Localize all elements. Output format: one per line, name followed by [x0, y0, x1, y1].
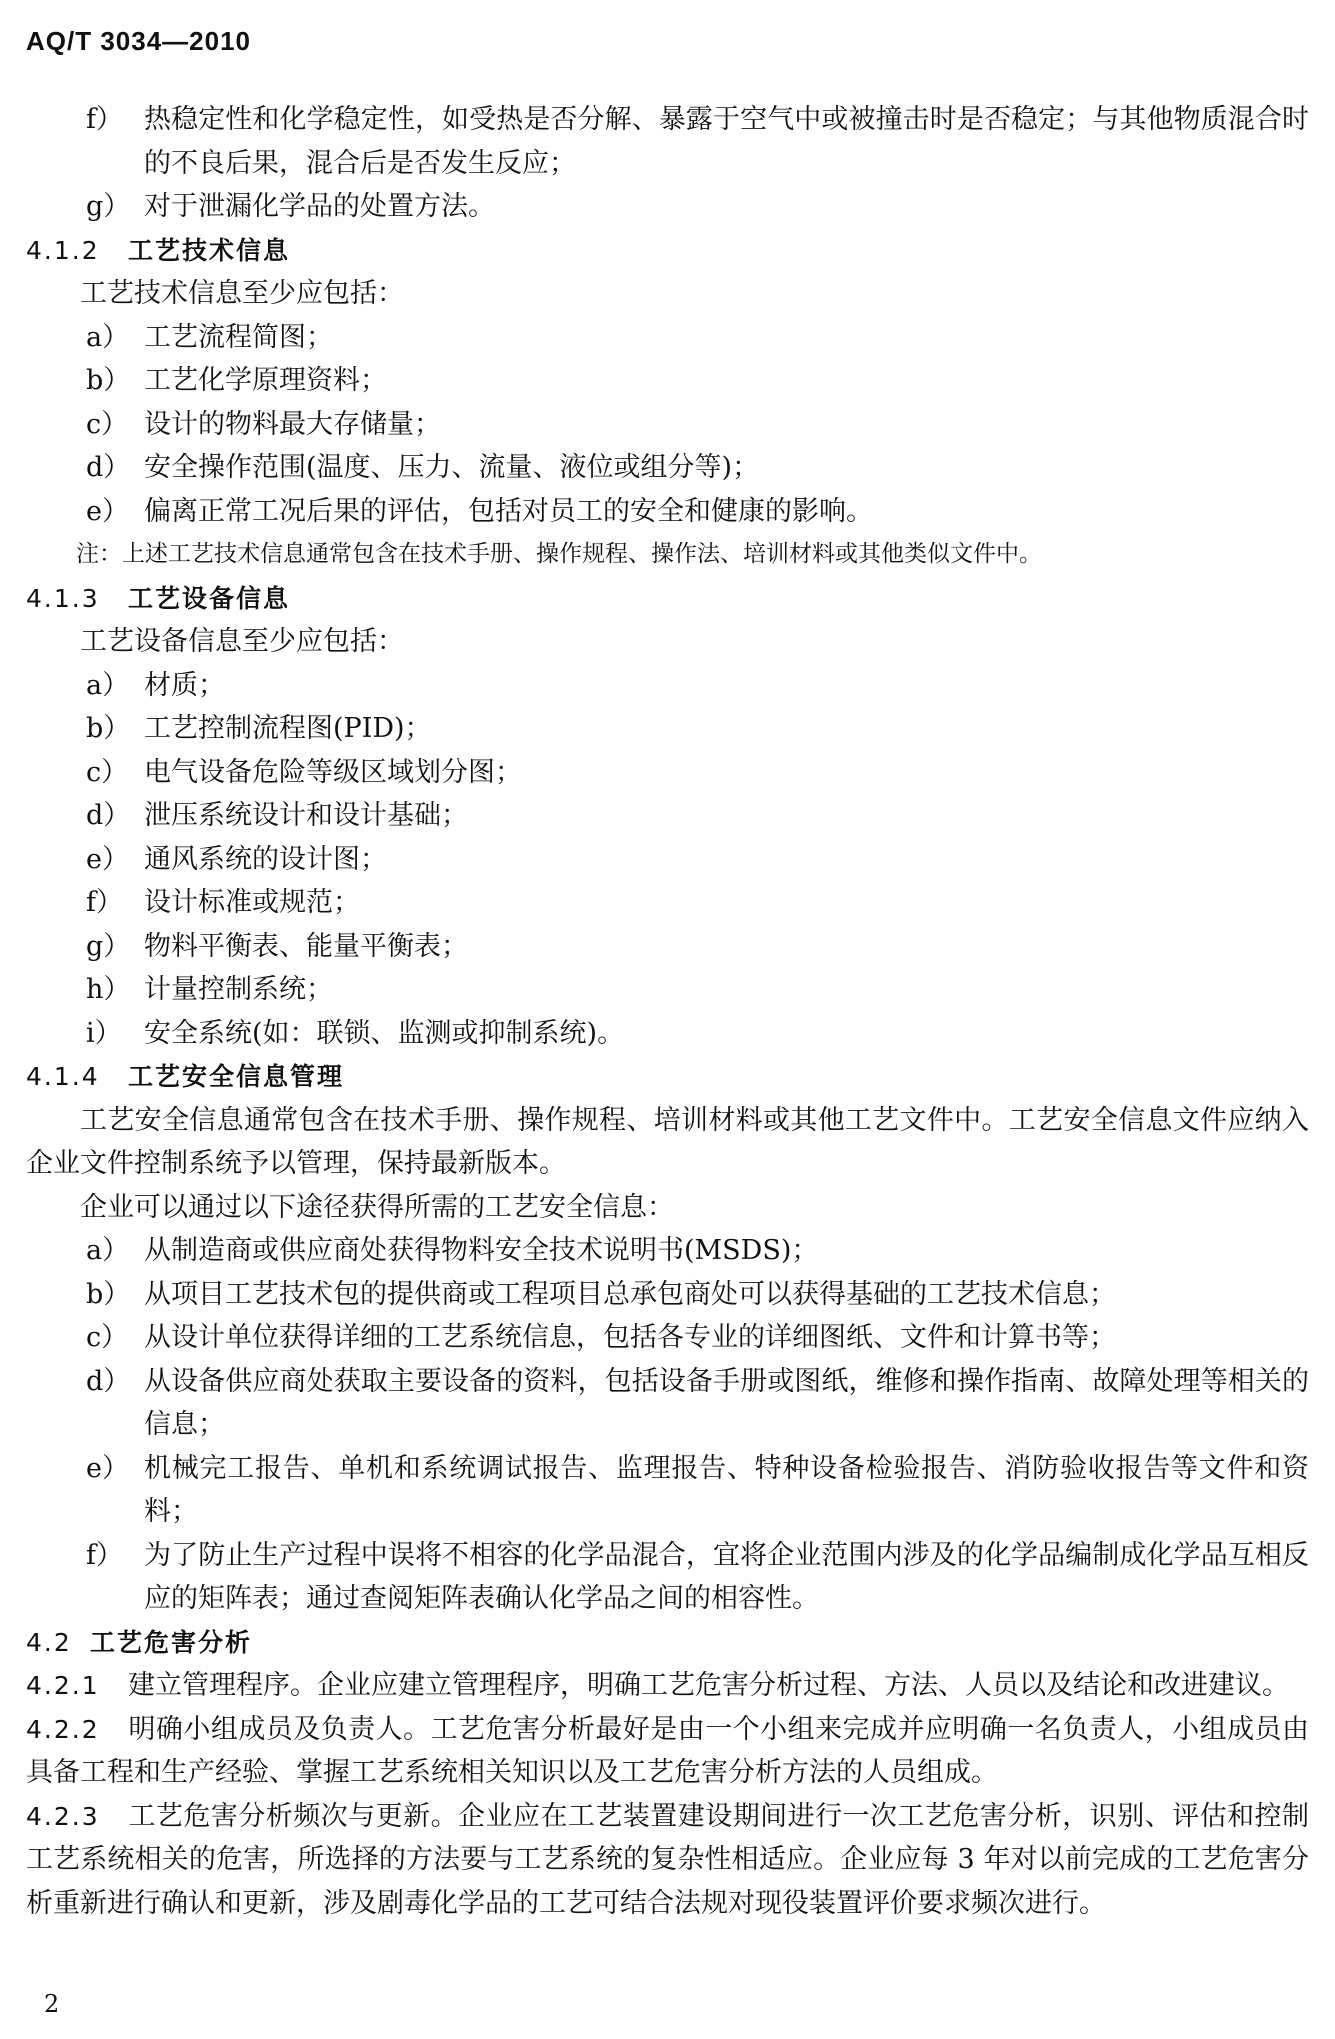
list-item — [26, 316, 1309, 360]
page-number: 2 — [44, 1990, 60, 2018]
section-number: 4.2 — [26, 1627, 72, 1657]
item-text: 材质； — [144, 669, 225, 701]
item-text: 从设计单位获得详细的工艺系统信息，包括各专业的详细图纸、文件和计算书等； — [144, 1322, 1116, 1353]
item-label: d） — [86, 1365, 131, 1397]
item-label: a） — [86, 1235, 130, 1266]
list-item — [26, 794, 1309, 838]
item-label: b） — [86, 365, 131, 396]
list-item — [26, 1012, 1309, 1056]
section-title: 工艺危害分析 — [90, 1627, 253, 1657]
section-title: 工艺设备信息 — [128, 583, 291, 613]
list-item — [26, 185, 1309, 229]
list-item — [26, 751, 1309, 795]
section-heading-4-1-3 — [26, 577, 1309, 621]
paragraph: 工艺安全信息通常包含在技术手册、操作规程、培训材料或其他工艺文件中。工艺安全信息文件应纳入企业文件控制系统予以管理，保持最新版本。 — [26, 1104, 1309, 1179]
item-text: 热稳定性和化学稳定性，如受热是否分解、暴露于空气中或被撞击时是否稳定；与其他物质混合时的不良后果，混合后是否发生反应； — [144, 104, 1309, 179]
item-text: 工艺控制流程图(PID)； — [144, 713, 432, 744]
section-heading-4-2 — [26, 1621, 1309, 1665]
item-label: g） — [86, 191, 131, 222]
item-label: d） — [86, 800, 131, 831]
list-item — [26, 1229, 1309, 1273]
clause-number: 4.2.2 — [26, 1714, 100, 1744]
item-label: f） — [86, 1539, 123, 1571]
list-item — [26, 359, 1309, 403]
item-text: 泄压系统设计和设计基础； — [144, 800, 468, 831]
list-item — [26, 1534, 1309, 1621]
list-item — [26, 1273, 1309, 1317]
clause-4-2-3 — [26, 1795, 1309, 1926]
item-label: b） — [86, 1278, 131, 1310]
note: 注：上述工艺技术信息通常包含在技术手册、操作规程、操作法、培训材料或其他类似文件中。 — [76, 541, 1042, 567]
item-text: 计量控制系统； — [144, 974, 333, 1005]
item-text: 对于泄漏化学品的处置方法。 — [144, 191, 495, 222]
item-label: c） — [86, 1322, 129, 1353]
item-text: 设计标准或规范； — [144, 887, 360, 918]
list-item — [26, 707, 1309, 751]
section-number: 4.1.2 — [26, 235, 100, 265]
item-text: 从设备供应商处获取主要设备的资料，包括设备手册或图纸，维修和操作指南、故障处理等相关的信息； — [144, 1365, 1309, 1440]
section-heading-4-1-4 — [26, 1055, 1309, 1099]
list-item — [26, 664, 1309, 708]
clause-number: 4.2.3 — [26, 1801, 100, 1831]
item-label: f） — [86, 104, 123, 135]
section-number: 4.1.3 — [26, 583, 100, 613]
item-label: f） — [86, 887, 123, 918]
item-text: 通风系统的设计图； — [144, 843, 387, 875]
clause-4-2-1 — [26, 1664, 1309, 1708]
clause-text: 工艺危害分析频次与更新。企业应在工艺装置建设期间进行一次工艺危害分析，识别、评估和控制工艺系统相关的危害，所选择的方法要与工艺系统的复杂性相适应。企业应每 3 年对以前完成的工艺危害分析重新进行确认和更新，涉及剧毒化学品的工艺可结合法规对现役装置评价要求频次进行。 — [26, 1800, 1309, 1919]
section-intro: 工艺设备信息至少应包括： — [80, 626, 404, 657]
item-label: c） — [86, 408, 129, 440]
list-item — [26, 1316, 1309, 1360]
page-content — [26, 98, 1309, 1925]
item-text: 安全操作范围(温度、压力、流量、液位或组分等)； — [144, 452, 760, 483]
list-item — [26, 925, 1309, 969]
item-label: h） — [86, 974, 131, 1005]
item-text: 从制造商或供应商处获得物料安全技术说明书(MSDS)； — [144, 1235, 819, 1266]
item-label: e） — [86, 1452, 129, 1484]
list-item — [26, 1447, 1309, 1534]
item-text: 偏离正常工况后果的评估，包括对员工的安全和健康的影响。 — [144, 495, 873, 527]
list-item — [26, 490, 1309, 534]
list-item — [26, 1360, 1309, 1447]
clause-text: 建立管理程序。企业应建立管理程序，明确工艺危害分析过程、方法、人员以及结论和改进建议。 — [128, 1670, 1289, 1701]
item-text: 为了防止生产过程中误将不相容的化学品混合，宜将企业范围内涉及的化学品编制成化学品互相反应的矩阵表；通过查阅矩阵表确认化学品之间的相容性。 — [144, 1539, 1309, 1614]
section-intro: 工艺技术信息至少应包括： — [80, 278, 404, 309]
section-heading-4-1-2 — [26, 229, 1309, 273]
list-item — [26, 98, 1309, 185]
section-number: 4.1.4 — [26, 1062, 100, 1091]
section-title: 工艺安全信息管理 — [128, 1062, 345, 1091]
item-label: b） — [86, 713, 131, 744]
list-item — [26, 403, 1309, 447]
section-title: 工艺技术信息 — [128, 235, 291, 265]
clause-text: 明确小组成员及负责人。工艺危害分析最好是由一个小组来完成并应明确一名负责人，小组成员由具备工程和生产经验、掌握工艺系统相关知识以及工艺危害分析方法的人员组成。 — [26, 1713, 1309, 1788]
list-item — [26, 881, 1309, 925]
item-text: 物料平衡表、能量平衡表； — [144, 930, 468, 962]
list-item — [26, 968, 1309, 1012]
item-label: e） — [86, 495, 129, 527]
item-label: g） — [86, 930, 131, 962]
item-text: 工艺流程简图； — [144, 321, 333, 353]
item-label: i） — [86, 1017, 122, 1049]
item-label: c） — [86, 756, 129, 788]
list-item — [26, 838, 1309, 882]
item-text: 从项目工艺技术包的提供商或工程项目总承包商处可以获得基础的工艺技术信息； — [144, 1278, 1116, 1310]
item-label: e） — [86, 843, 129, 875]
item-label: d） — [86, 452, 131, 483]
paragraph: 企业可以通过以下途径获得所需的工艺安全信息： — [80, 1191, 674, 1223]
clause-4-2-2 — [26, 1708, 1309, 1795]
item-text: 设计的物料最大存储量； — [144, 408, 441, 440]
item-text: 电气设备危险等级区域划分图； — [144, 756, 522, 788]
item-text: 机械完工报告、单机和系统调试报告、监理报告、特种设备检验报告、消防验收报告等文件和资料； — [144, 1452, 1309, 1527]
item-text: 工艺化学原理资料； — [144, 365, 387, 396]
list-item — [26, 446, 1309, 490]
item-label: a） — [86, 669, 130, 701]
clause-number: 4.2.1 — [26, 1671, 100, 1700]
item-text: 安全系统(如：联锁、监测或抑制系统)。 — [144, 1017, 625, 1049]
standard-code: AQ/T 3034—2010 — [26, 26, 252, 56]
item-label: a） — [86, 321, 130, 353]
